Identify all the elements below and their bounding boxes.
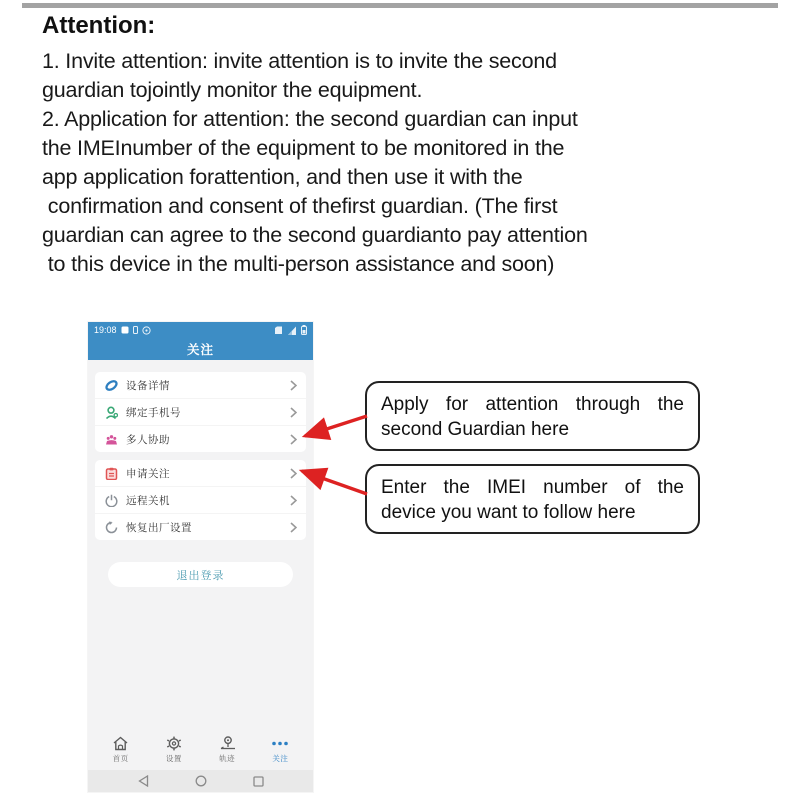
android-nav-bar <box>88 770 313 792</box>
chevron-right-icon <box>290 407 297 418</box>
instruction-line: to this device in the multi-person assistance and soon) <box>42 252 555 276</box>
chevron-right-icon <box>290 434 297 445</box>
android-home-icon[interactable] <box>195 775 207 787</box>
chevron-right-icon <box>290 522 297 533</box>
phone-body-spacer <box>88 587 313 730</box>
instruction-line: 2. Application for attention: the second guardian can input <box>42 107 578 131</box>
location-pin-icon <box>219 736 236 751</box>
android-recents-icon[interactable] <box>253 776 264 787</box>
menu-item-label: 绑定手机号 <box>126 406 181 419</box>
notification-square-icon <box>121 326 129 334</box>
callout-apply-attention <box>365 381 700 451</box>
nav-item-label: 轨迹 <box>219 754 236 763</box>
menu-item-label: 申请关注 <box>126 467 170 480</box>
callout-text: Apply for attention through the second Guardian here <box>381 394 684 440</box>
instruction-line: guardian tojointly monitor the equipment. <box>42 78 423 102</box>
battery-icon <box>301 325 307 335</box>
callout-enter-imei <box>365 464 700 534</box>
nav-item-label: 设置 <box>165 754 182 763</box>
nav-item-attention[interactable] <box>254 736 307 764</box>
multi-person-icon <box>105 433 118 446</box>
nav-item-track[interactable] <box>201 736 254 764</box>
top-divider <box>22 3 778 8</box>
menu-item-label: 设备详情 <box>126 379 170 392</box>
status-time: 19:08 <box>94 325 117 335</box>
nav-item-settings[interactable] <box>147 736 200 764</box>
android-back-icon[interactable] <box>138 775 149 787</box>
nav-item-label: 首页 <box>112 754 129 763</box>
phone-screenshot <box>88 322 313 792</box>
device-details-icon <box>105 379 118 392</box>
page-title: 关注 <box>186 343 214 357</box>
chevron-right-icon <box>290 495 297 506</box>
menu-item-multi-person[interactable] <box>95 425 306 452</box>
menu-card-1 <box>95 372 306 452</box>
remote-shutdown-icon <box>105 494 118 507</box>
menu-item-factory-reset[interactable] <box>95 513 306 540</box>
instructions-heading: Attention: <box>42 12 156 39</box>
bind-phone-icon <box>105 406 118 419</box>
menu-card-2 <box>95 460 306 540</box>
nav-item-home[interactable] <box>94 736 147 764</box>
home-icon <box>112 736 129 751</box>
notification-small-icon <box>133 326 138 334</box>
apply-attention-icon <box>105 467 118 480</box>
bottom-nav <box>88 730 313 770</box>
factory-reset-icon <box>105 521 118 534</box>
instruction-line: app application forattention, and then use it with the <box>42 165 523 189</box>
nav-item-label: 关注 <box>272 754 289 763</box>
status-bar <box>88 322 313 338</box>
phone-body <box>88 360 313 792</box>
arrow-to-multi-person <box>305 416 367 436</box>
menu-item-label: 远程关机 <box>126 494 170 507</box>
alarm-icon <box>142 326 151 335</box>
menu-item-label: 恢复出厂设置 <box>126 521 192 534</box>
menu-item-apply-attention[interactable] <box>95 460 306 486</box>
logout-button[interactable]: 退出登录 <box>108 562 293 587</box>
instruction-line: 1. Invite attention: invite attention is to invite the second <box>42 49 557 73</box>
instruction-line: confirmation and consent of thefirst guardian. (The first <box>42 194 558 218</box>
instructions-block <box>42 12 762 279</box>
chevron-right-icon <box>290 380 297 391</box>
menu-item-label: 多人协助 <box>126 433 170 446</box>
callout-text: Enter the IMEI number of the device you want to follow here <box>381 477 684 523</box>
more-dots-icon <box>270 736 290 751</box>
menu-item-remote-shutdown[interactable] <box>95 486 306 513</box>
menu-item-bind-phone[interactable] <box>95 398 306 425</box>
app-header <box>88 338 313 360</box>
signal-icon <box>287 326 297 335</box>
sim-icon <box>274 326 283 334</box>
chevron-right-icon <box>290 468 297 479</box>
gear-icon <box>166 736 182 751</box>
menu-item-device-details[interactable] <box>95 372 306 398</box>
instruction-line: guardian can agree to the second guardianto pay attention <box>42 223 588 247</box>
instruction-line: the IMEInumber of the equipment to be monitored in the <box>42 136 565 160</box>
